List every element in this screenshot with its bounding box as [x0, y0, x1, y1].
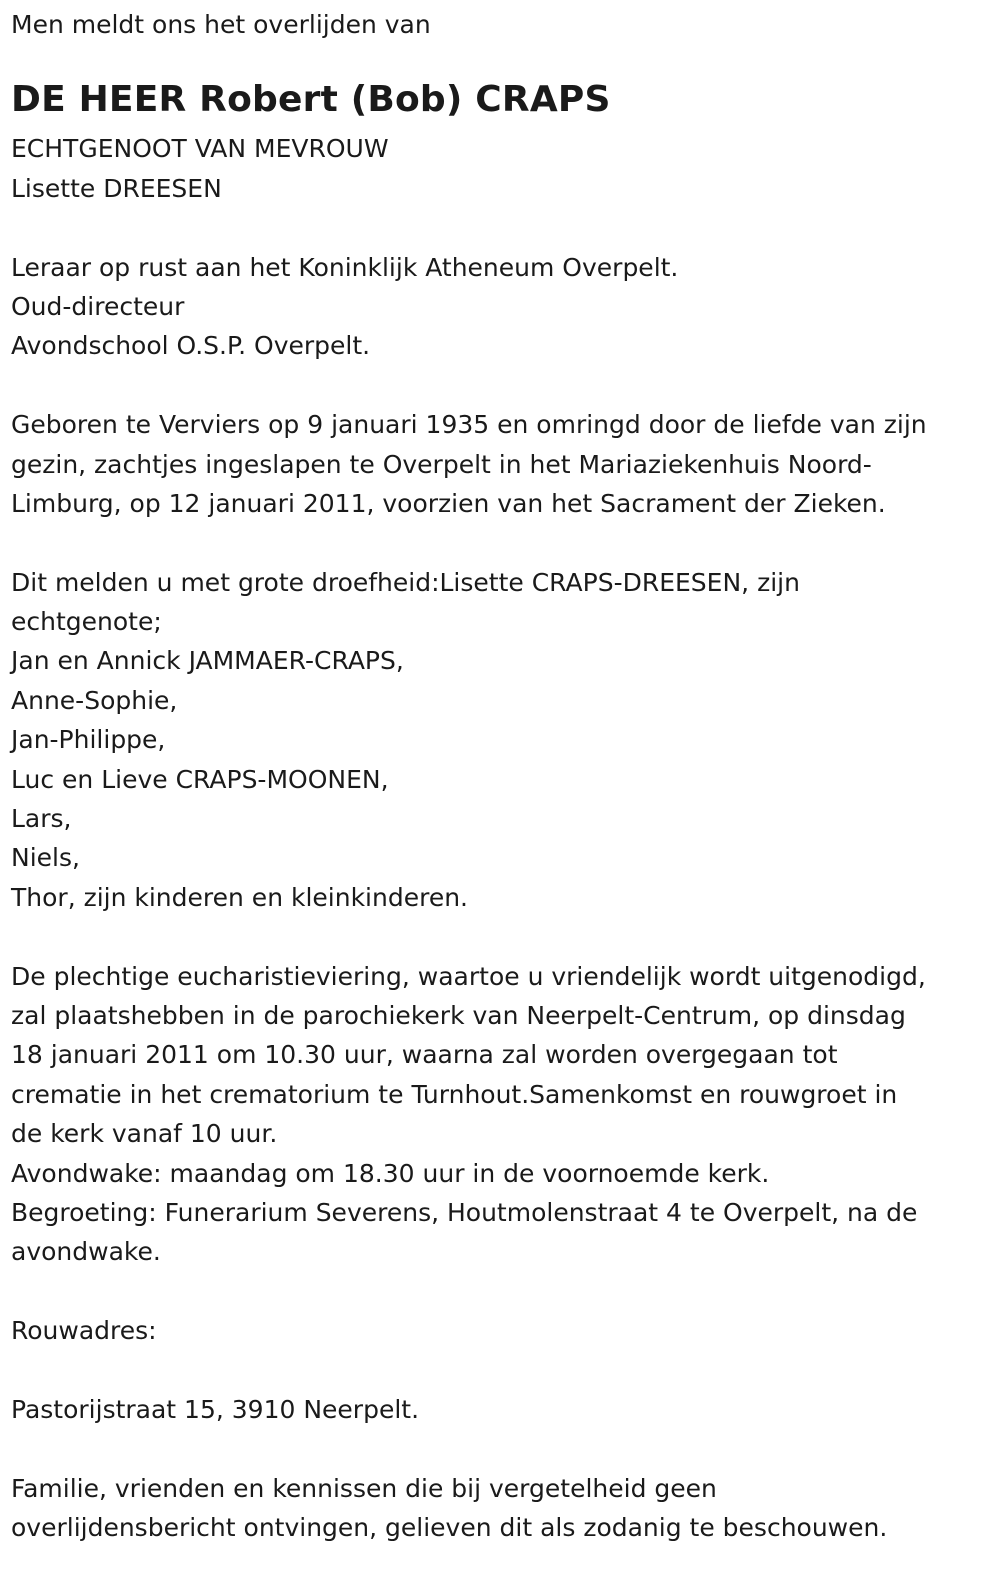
birth-death-line: Geboren te Verviers op 9 januari 1935 en omringd door de liefde van zijn: [11, 410, 927, 440]
family-line: echtgenote;: [11, 607, 162, 637]
paragraph-gap: [11, 366, 986, 405]
career-line: Avondschool O.S.P. Overpelt.: [11, 331, 371, 361]
family-line: Lars,: [11, 804, 72, 834]
career-line: Oud-directeur: [11, 291, 185, 321]
family-line: Jan-Philippe,: [11, 725, 166, 755]
family-line: Thor, zijn kinderen en kleinkinderen.: [11, 882, 468, 912]
death-notice: [11, 0, 986, 1547]
closing-line: overlijdensbericht ontvingen, gelieven dit als zodanig te beschouwen.: [11, 1513, 888, 1543]
mourning-address: Pastorijstraat 15, 3910 Neerpelt.: [11, 1394, 420, 1424]
ceremony-paragraph: [11, 957, 986, 1272]
family-line: Jan en Annick JAMMAER-CRAPS,: [11, 646, 404, 676]
address-label: Rouwadres:: [11, 1316, 157, 1346]
ceremony-line: De plechtige eucharistieviering, waartoe u vriendelijk wordt uitgenodigd,: [11, 961, 926, 991]
birth-death-line: gezin, zachtjes ingeslapen te Overpelt in het Mariaziekenhuis Noord-: [11, 449, 872, 479]
paragraph-gap: [11, 917, 986, 956]
closing-paragraph: [11, 1469, 986, 1548]
paragraph-gap: [11, 523, 986, 562]
ceremony-line: crematie in het crematorium te Turnhout.Samenkomst en rouwgroet in: [11, 1079, 898, 1109]
family-paragraph: [11, 563, 986, 918]
family-line: Niels,: [11, 843, 80, 873]
closing-line: Familie, vrienden en kennissen die bij vergetelheid geen: [11, 1473, 717, 1503]
paragraph-gap: [11, 1351, 986, 1390]
ceremony-line: Avondwake: maandag om 18.30 uur in de voornoemde kerk.: [11, 1158, 770, 1188]
ceremony-line: 18 januari 2011 om 10.30 uur, waarna zal worden overgegaan tot: [11, 1040, 838, 1070]
deceased-name: DE HEER Robert (Bob) CRAPS: [11, 79, 611, 121]
paragraph-gap: [11, 1272, 986, 1311]
family-line: Dit melden u met grote droefheid:Lisette CRAPS-DREESEN, zijn: [11, 567, 800, 597]
birth-death-line: Limburg, op 12 januari 2011, voorzien van het Sacrament der Zieken.: [11, 488, 886, 518]
career-paragraph: [11, 248, 986, 366]
ceremony-line: de kerk vanaf 10 uur.: [11, 1119, 278, 1149]
ceremony-line: avondwake.: [11, 1237, 161, 1267]
paragraph-gap: [11, 1429, 986, 1468]
paragraph-gap: [11, 208, 986, 247]
intro-line: Men meldt ons het overlijden van: [11, 10, 431, 39]
spouse-name: Lisette DREESEN: [11, 173, 222, 203]
ceremony-line: zal plaatshebben in de parochiekerk van Neerpelt-Centrum, op dinsdag: [11, 1000, 906, 1030]
birth-death-paragraph: [11, 405, 986, 523]
ceremony-line: Begroeting: Funerarium Severens, Houtmolenstraat 4 te Overpelt, na de: [11, 1197, 918, 1227]
spouse-title: ECHTGENOOT VAN MEVROUW: [11, 134, 389, 164]
career-line: Leraar op rust aan het Koninklijk Atheneum Overpelt.: [11, 252, 679, 282]
family-line: Anne-Sophie,: [11, 685, 178, 715]
family-line: Luc en Lieve CRAPS-MOONEN,: [11, 764, 389, 794]
